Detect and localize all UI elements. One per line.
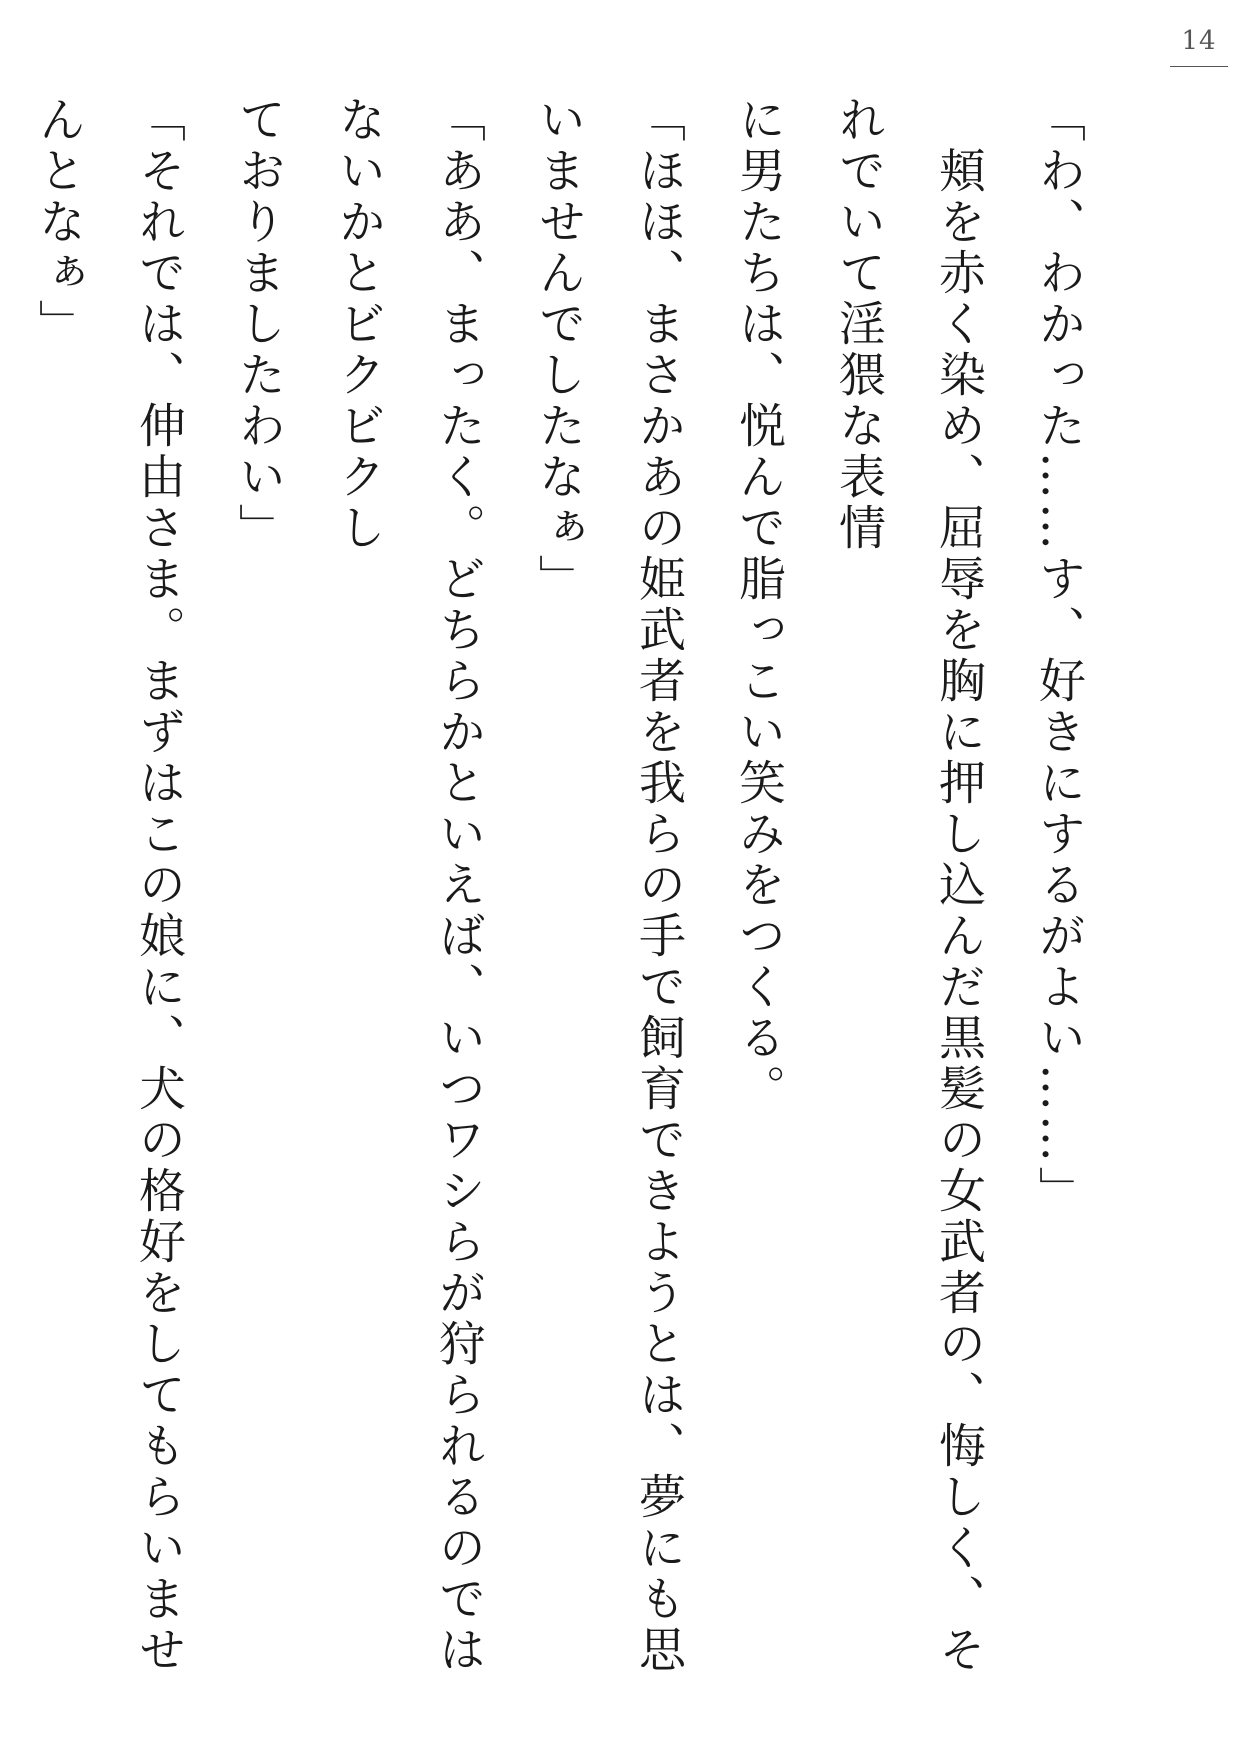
text-line-3: に男たちは、悦んで脂っこい笑みをつくる。: [731, 95, 786, 1115]
text-line-4: 「ほほ、まさかあの姫武者を我らの手で飼育できようとは、夢にも思いませんでしたなぁ」: [531, 95, 686, 1676]
text-line-6: ておりましたわい」: [231, 95, 286, 554]
vertical-text-body: [31, 95, 1108, 1695]
page-number: 14: [1181, 26, 1217, 56]
text-line-7: 「それでは、伸由さま。まずはこの娘に、犬の格好をしてもらいませんとなぁ」: [31, 95, 186, 1676]
text-line-5: 「ああ、まったく。どちらかといえば、いつワシらが狩られるのではないかとビクビクし: [331, 95, 486, 1676]
text-line-2: 頬を赤く染め、屈辱を胸に押し込んだ黒髪の女武者の、悔しく、それでいて淫猥な表情: [831, 95, 986, 1676]
text-line-1: 「わ、わかった……す、好きにするがよい……」: [1031, 95, 1086, 1217]
text-line-8: [0, 95, 8, 1695]
page-number-rule: [1170, 66, 1228, 67]
